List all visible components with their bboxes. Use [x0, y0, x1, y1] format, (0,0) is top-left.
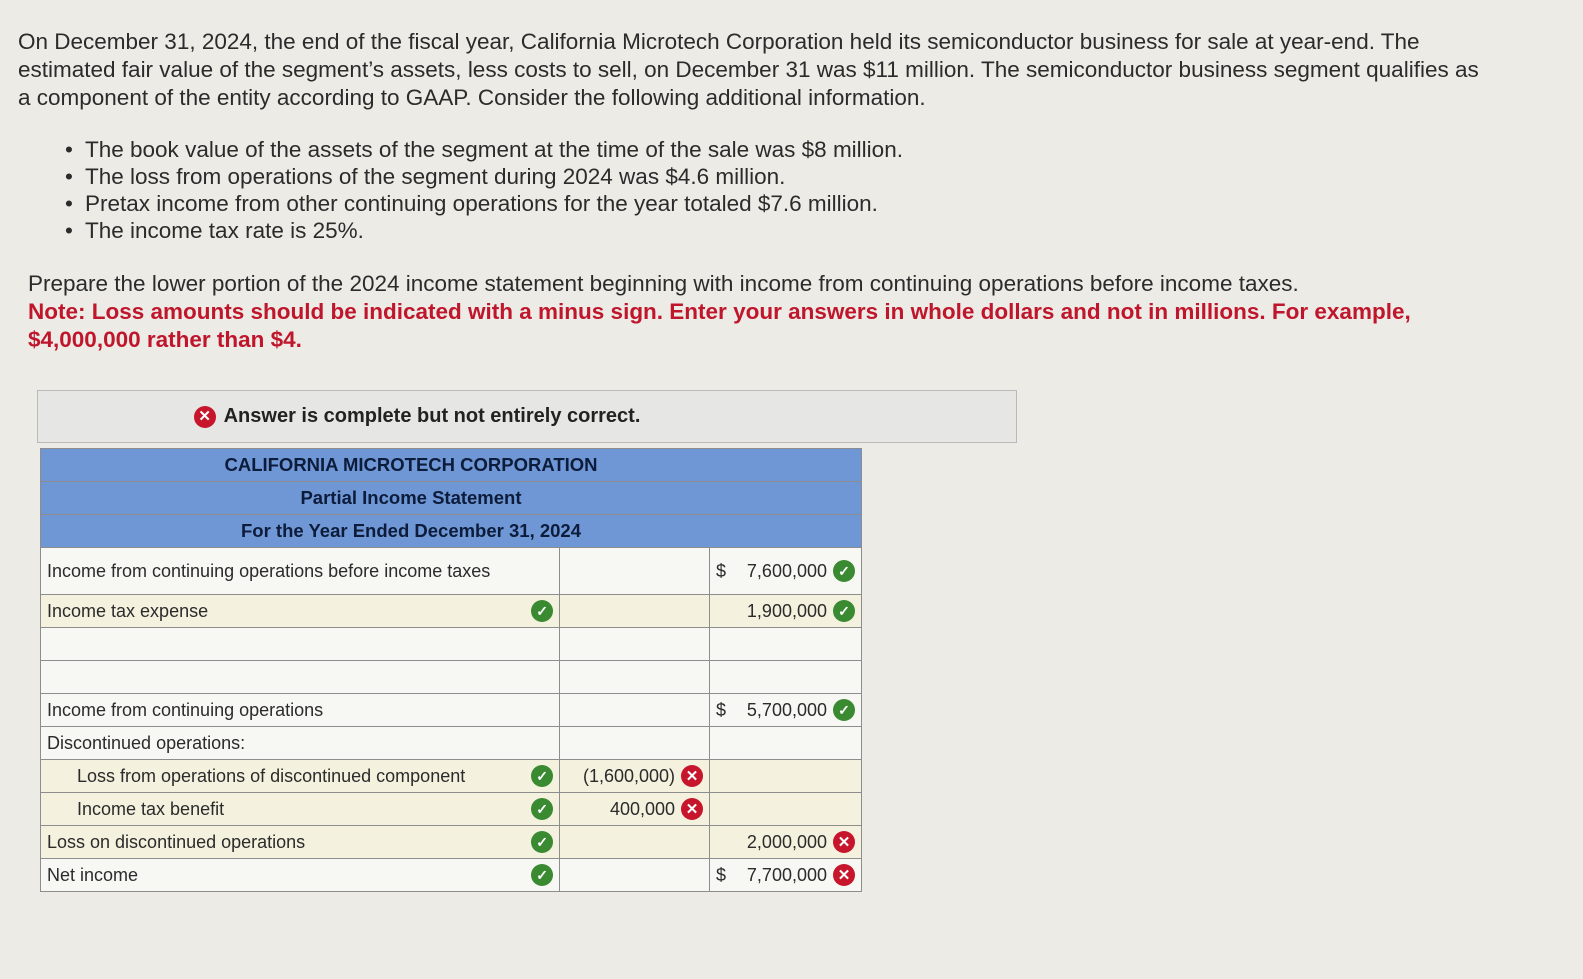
- total-cell[interactable]: [710, 595, 862, 628]
- total-cell: [710, 727, 862, 760]
- company-name: CALIFORNIA MICROTECH CORPORATION: [41, 449, 862, 482]
- empty-input-cell[interactable]: [560, 628, 710, 661]
- check-icon: ✓: [531, 600, 553, 622]
- tax-benefit-label-cell[interactable]: Income tax benefit ✓: [41, 793, 560, 826]
- table-row: [41, 548, 862, 595]
- loss-disc-label-cell[interactable]: Loss on discontinued operations ✓: [41, 826, 560, 859]
- tax-label-cell[interactable]: Income tax expense ✓: [41, 595, 560, 628]
- cont-ops-value: 5,700,000: [746, 699, 827, 720]
- table-row: [41, 859, 862, 892]
- table-row: [41, 661, 862, 694]
- total-cell[interactable]: [710, 694, 862, 727]
- net-income-value: 7,700,000: [746, 864, 827, 885]
- table-row: [41, 793, 862, 826]
- statement-period: For the Year Ended December 31, 2024: [41, 515, 862, 548]
- loss-ops-value: (1,600,000): [582, 765, 676, 786]
- table-row: [41, 595, 862, 628]
- table-row: [41, 727, 862, 760]
- x-circle-icon: ✕: [833, 831, 855, 853]
- banner-text: Answer is complete but not entirely correct.: [223, 405, 641, 427]
- table-row: [41, 628, 862, 661]
- check-icon: ✓: [833, 560, 855, 582]
- x-circle-icon: ✕: [681, 798, 703, 820]
- total-cell[interactable]: [710, 760, 862, 793]
- empty-input-cell[interactable]: [710, 661, 862, 694]
- check-icon: ✓: [833, 600, 855, 622]
- loss-ops-label-cell[interactable]: Loss from operations of discontinued component ✓: [41, 760, 560, 793]
- empty-input-cell[interactable]: [41, 628, 560, 661]
- check-icon: ✓: [531, 765, 553, 787]
- income-statement-table: [40, 448, 862, 892]
- note: Note: Loss amounts should be indicated with a minus sign. Enter your answers in whole dollars and not in millions. For example, $4,000,000 rather than $4.: [28, 299, 1411, 352]
- dollar-sign: $: [716, 560, 727, 581]
- total-cell[interactable]: [710, 826, 862, 859]
- empty-input-cell[interactable]: [710, 628, 862, 661]
- x-circle-icon: ✕: [681, 765, 703, 787]
- pretax-value: 7,600,000: [746, 560, 827, 581]
- pretax-label-cell[interactable]: Income from continuing operations before income taxes: [41, 548, 560, 595]
- amount-cell[interactable]: [560, 595, 710, 628]
- disc-ops-label: Discontinued operations:: [41, 727, 560, 760]
- problem-text: [18, 28, 1488, 354]
- amount-cell[interactable]: [560, 760, 710, 793]
- total-cell[interactable]: [710, 793, 862, 826]
- check-icon: ✓: [833, 699, 855, 721]
- amount-cell[interactable]: [560, 793, 710, 826]
- tax-benefit-value: 400,000: [609, 798, 676, 819]
- problem-intro: On December 31, 2024, the end of the fiscal year, California Microtech Corporation held its semiconductor business for sale at year-end. The estimated fair value of the segment’s assets, less costs to sell, on December 31 was $11 million. The semiconductor business segment qualifies as a component of the entity according to GAAP. Consider the following additional information.: [18, 29, 1479, 110]
- given-info-list: [18, 136, 1488, 244]
- loss-disc-value: 2,000,000: [746, 831, 827, 852]
- list-item: • The income tax rate is 25%.: [85, 217, 1488, 244]
- x-circle-icon: ✕: [833, 864, 855, 886]
- amount-cell[interactable]: [560, 826, 710, 859]
- check-icon: ✓: [531, 798, 553, 820]
- statement-title: Partial Income Statement: [41, 482, 862, 515]
- table-row: [41, 694, 862, 727]
- empty-input-cell[interactable]: [560, 661, 710, 694]
- total-cell[interactable]: [710, 859, 862, 892]
- net-income-label-cell[interactable]: Net income ✓: [41, 859, 560, 892]
- amount-cell[interactable]: [560, 694, 710, 727]
- amount-cell: [560, 727, 710, 760]
- check-icon: ✓: [531, 831, 553, 853]
- cont-ops-label: Income from continuing operations: [41, 694, 560, 727]
- x-circle-icon: ✕: [194, 406, 216, 428]
- dollar-sign: $: [716, 864, 727, 885]
- list-item: • The loss from operations of the segment during 2024 was $4.6 million.: [85, 163, 1488, 190]
- list-item: • The book value of the assets of the segment at the time of the sale was $8 million.: [85, 136, 1488, 163]
- total-cell[interactable]: [710, 548, 862, 595]
- table-row: [41, 760, 862, 793]
- list-item: • Pretax income from other continuing operations for the year totaled $7.6 million.: [85, 190, 1488, 217]
- empty-input-cell[interactable]: [41, 661, 560, 694]
- answer-status-banner: [37, 390, 1017, 443]
- amount-cell[interactable]: [560, 548, 710, 595]
- tax-value: 1,900,000: [746, 600, 827, 621]
- instructions: Prepare the lower portion of the 2024 income statement beginning with income from continuing operations before income taxes.: [28, 271, 1299, 296]
- table-row: [41, 826, 862, 859]
- dollar-sign: $: [716, 699, 727, 720]
- check-icon: ✓: [531, 864, 553, 886]
- amount-cell[interactable]: [560, 859, 710, 892]
